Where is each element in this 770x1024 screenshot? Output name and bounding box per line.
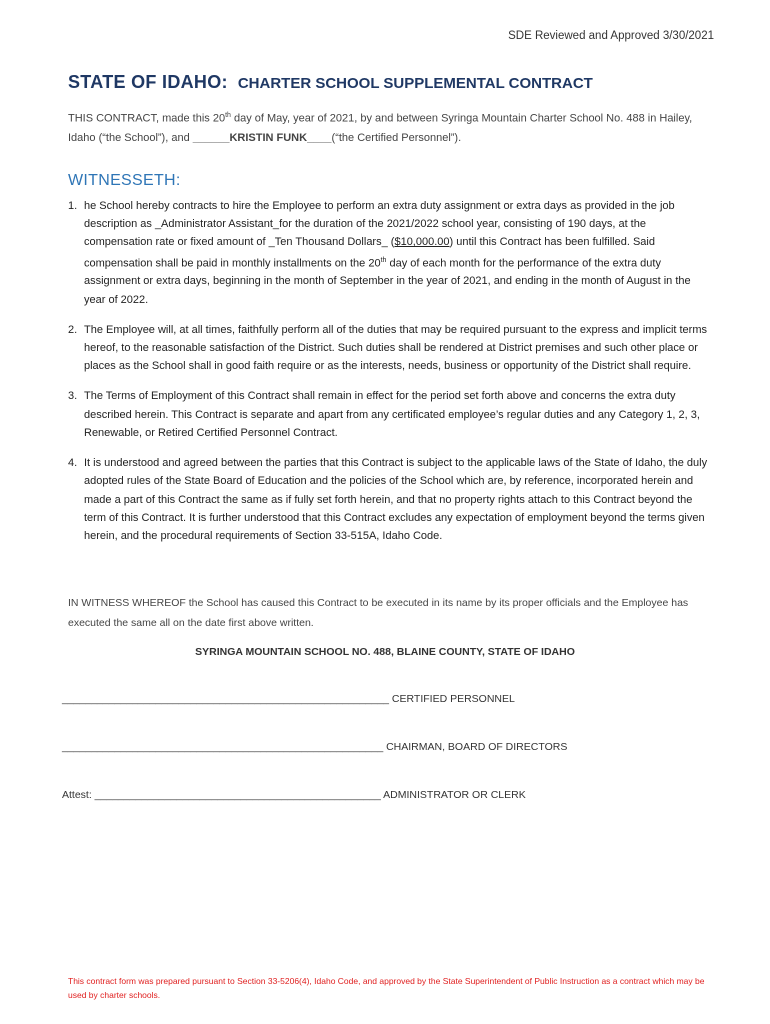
- intro-text-2: day of May, year of 2021, by and between Syringa Mountain Charter School No. 488 in Hailey, Idaho (“the School”), and: [68, 112, 693, 144]
- clause-text: day of each month for the performance of the extra duty assignment or extra days, beginning in the month of September in the year of 2021, and ending in the month of August in the year of 2022.: [84, 257, 691, 306]
- intro-sup: th: [225, 112, 231, 119]
- clause-number: 2.: [68, 323, 78, 336]
- clause-body: The Employee will, at all times, faithfully perform all of the duties that may be required pursuant to the express and implicit terms hereof, to the reasonable satisfaction of the District. Such duties shall be rendered at District premises and such other place or places as the School shall in good faith require or as the interests, needs, business or opportunity of the District shall require.: [84, 323, 708, 373]
- amount-words-field: _Ten Thousand Dollars_: [268, 236, 388, 249]
- intro-text-3: (“the Certified Personnel”).: [331, 131, 462, 144]
- clause-sup: th: [380, 256, 387, 264]
- clause-body: [84, 197, 712, 309]
- title-subtitle: CHARTER SCHOOL SUPPLEMENTAL CONTRACT: [237, 75, 593, 92]
- signature-line-attest[interactable]: Attest: _________________________________________________ ADMINISTRATOR OR CLERK: [62, 789, 526, 801]
- clause-number: 1.: [68, 200, 78, 212]
- page-title: [68, 72, 593, 93]
- clause-list: [68, 197, 712, 557]
- position-field: _Administrator Assistant_: [154, 218, 280, 231]
- clause-number: 4.: [68, 457, 78, 470]
- clause-text: he School hereby contracts to hire the Employee to perform an extra duty assignment or extra days as provided in the job description as: [84, 200, 675, 231]
- signature-line-personnel[interactable]: ________________________________________________________ CERTIFIED PERSONNEL: [62, 693, 515, 705]
- clause-2: [68, 321, 712, 376]
- in-witness-statement: IN WITNESS WHEREOF the School has caused this Contract to be executed in its name by its proper officials and the Employee has executed the same all on the date first above written.: [68, 597, 689, 629]
- footer-note: This contract form was prepared pursuant to Section 33-5206(4), Idaho Code, and approved by the State Superintendent of Public Instruction as a contract which may be used by charter schools.: [68, 976, 705, 1000]
- intro-text-1: THIS CONTRACT, made this 20: [68, 112, 226, 125]
- clause-text: (: [387, 236, 395, 249]
- school-title: SYRINGA MOUNTAIN SCHOOL NO. 488, BLAINE COUNTY, STATE OF IDAHO: [195, 646, 575, 658]
- title-state: STATE OF IDAHO:: [68, 72, 228, 92]
- clause-body: It is understood and agreed between the parties that this Contract is subject to the applicable laws of the State of Idaho, the duly adopted rules of the State Board of Education and the policies of the School which are, by reference, incorporated herein and made a part of this Contract the same as if fully set forth herein, and that no property rights attach to this Contract beyond the term of this Contract. It is further understood that this Contract excludes any expectation of employment beyond the terms given herein, and the procedural requirements of Section 33-515A, Idaho Code.: [84, 457, 708, 542]
- clause-text: for the duration of the 2021/2022 school year, consisting of 190 days, at the compensation rate or fixed amount of: [84, 218, 646, 249]
- clause-4: [68, 454, 712, 545]
- clause-text: ) until this Contract has been fulfilled. Said compensation shall be paid in monthly installments on the 20: [84, 236, 655, 270]
- personnel-name: ______KRISTIN FUNK____: [192, 131, 332, 144]
- signature-line-chairman[interactable]: _______________________________________________________ CHAIRMAN, BOARD OF DIRECTORS: [62, 741, 568, 753]
- clause-number: 3.: [68, 390, 78, 403]
- clause-body: The Terms of Employment of this Contract shall remain in effect for the period set forth above and concerns the extra duty described herein. This Contract is separate and apart from any certificated employee’s regular duties and any Category 1, 2, 3, Renewable, or Retired Certified Personnel Contract.: [84, 390, 700, 439]
- amount-field: $10,000.00: [394, 236, 450, 249]
- witnesseth-heading: WITNESSETH:: [68, 172, 181, 189]
- review-note: SDE Reviewed and Approved 3/30/2021: [508, 30, 714, 42]
- clause-3: [68, 387, 712, 442]
- clause-1: [68, 197, 712, 309]
- contract-intro: [68, 106, 718, 148]
